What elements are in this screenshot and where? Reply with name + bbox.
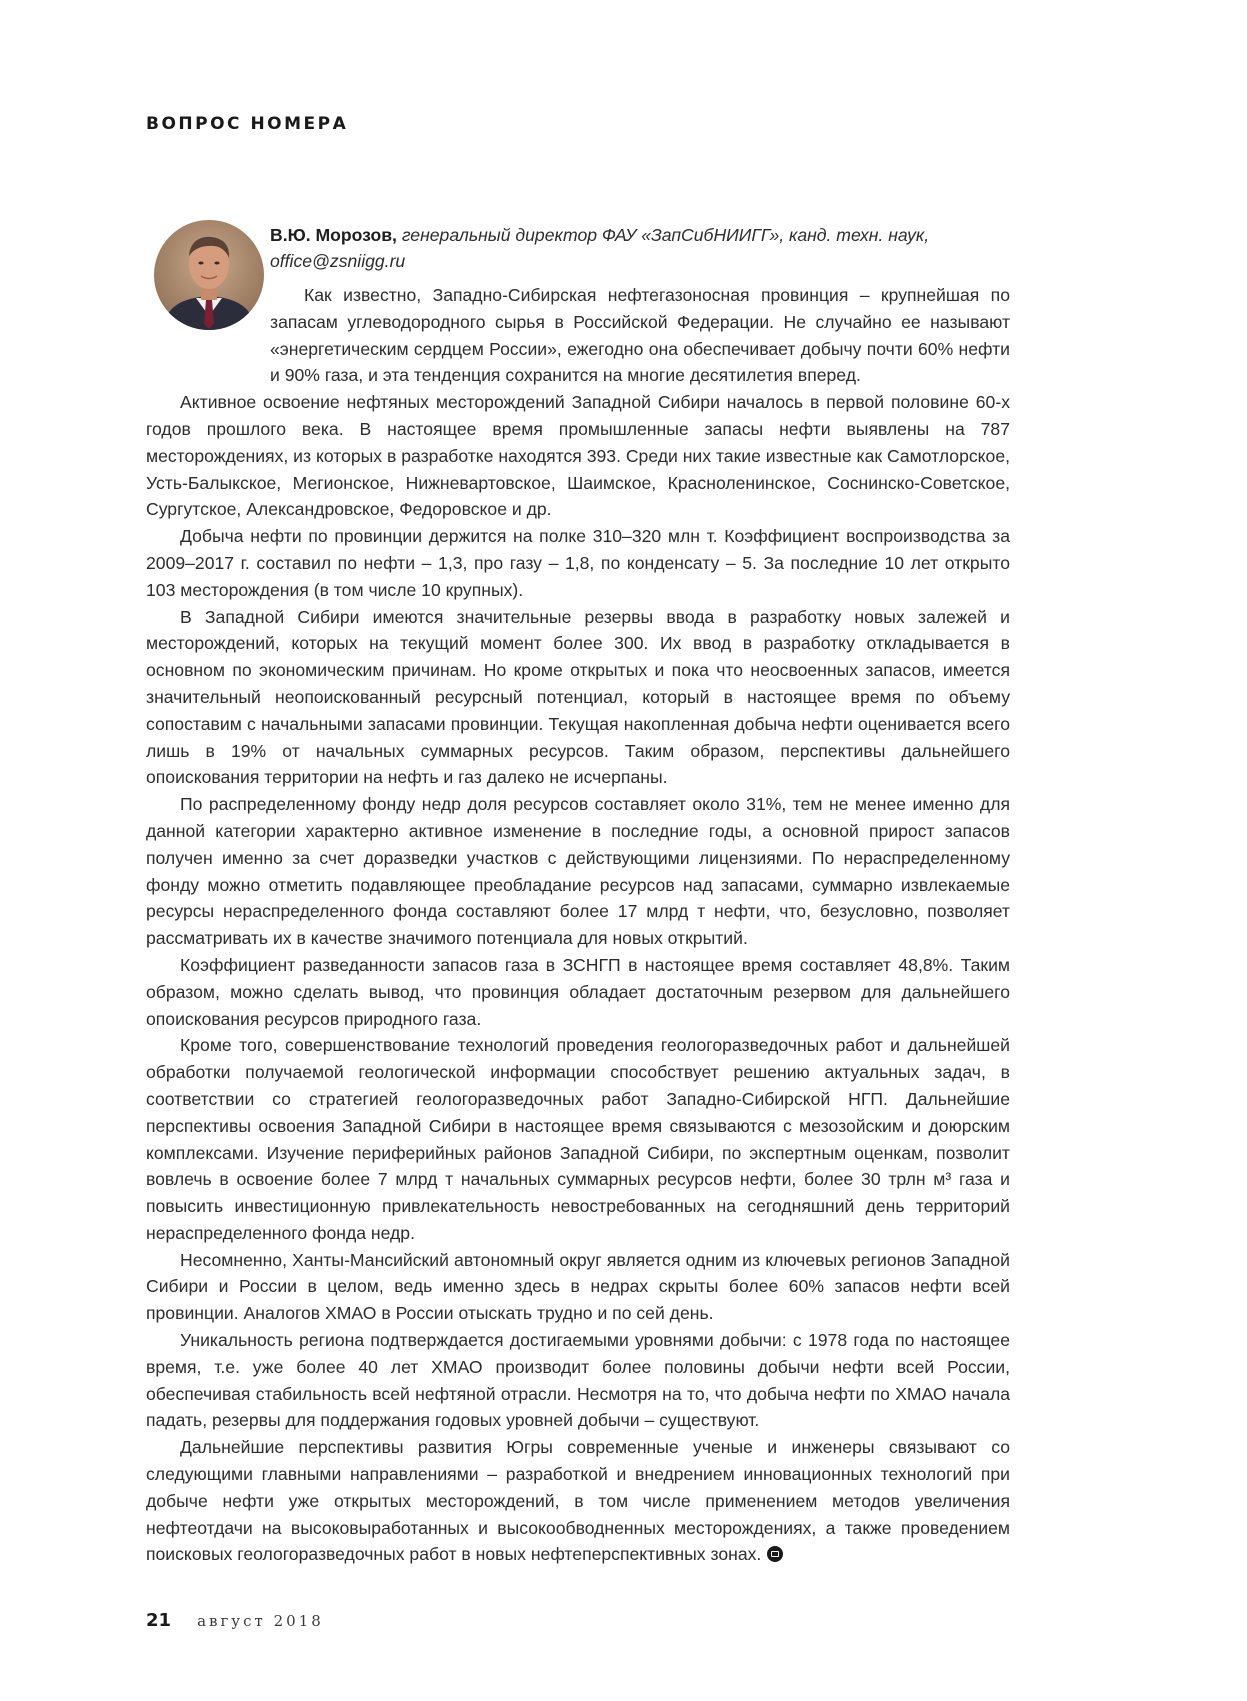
- paragraph: В Западной Сибири имеются значительные резервы ввода в разработку новых залежей и месторождений, которых на текущий момент более 300. Их ввод в разработку откладывается в основном по экономическим причинам. Но кроме открытых и пока что неосвоенных запасов, имеется значительный неопоискованный ресурсный потенциал, который в настоящее время по объему сопоставим с начальными запасами провинции. Текущая накопленная добыча нефти оценивается всего лишь в 19% от начальных суммарных ресурсов. Таким образом, перспективы дальнейшего опоискования территории на нефть и газ далеко не исчерпаны.: [146, 606, 1010, 788]
- paragraph-last: [146, 1434, 1010, 1568]
- page-number: 21: [146, 1610, 172, 1631]
- issue-date: август 2018: [197, 1612, 324, 1630]
- paragraph-text: Дальнейшие перспективы развития Югры современные ученые и инженеры связывают со следующими главными направлениями – разработкой и внедрением инновационных технологий при добыче нефти уже открытых месторождений, в том числе применением методов увеличения нефтеотдачи на высоковыработанных и высокообводненных месторождениях, а также проведением поисковых геологоразведочных работ в новых нефтеперспективных зонах.: [146, 1437, 1010, 1565]
- paragraph: По распределенному фонду недр доля ресурсов составляет около 31%, тем не менее именно для данной категории характерно активное изменение в последние годы, а основной прирост запасов получен именно за счет доразведки участков с действующими лицензиями. По нераспределенному фонду можно отметить подавляющее преобладание ресурсов над запасами, суммарно извлекаемые ресурсы нераспределенного фонда составляют более 17 млрд т нефти, что, безусловно, позволяет рассматривать их в качестве значимого потенциала для новых открытий.: [146, 794, 1010, 949]
- end-of-article-icon: [767, 1546, 783, 1562]
- paragraph: Несомненно, Ханты-Мансийский автономный округ является одним из ключевых регионов Западной Сибири и России в целом, ведь именно здесь в недрах скрыты более 60% запасов нефти всей провинции. Аналогов ХМАО в России отыскать трудно и по сей день.: [146, 1249, 1010, 1324]
- page-footer: [146, 1610, 324, 1631]
- paragraph: Как известно, Западно-Сибирская нефтегазоносная провинция – крупнейшая по запасам углеводородного сырья в Российской Федерации. Не случайно ее называют «энергетическим сердцем России», ежегодно она обеспечивает добычу почти 60% нефти и 90% газа, и эта тенденция сохранится на многие десятилетия вперед.: [270, 285, 1010, 386]
- section-label: ВОПРОС НОМЕРА: [146, 114, 349, 134]
- paragraph: Активное освоение нефтяных месторождений Западной Сибири началось в первой половине 60-х годов прошлого века. В настоящее время промышленные запасы нефти выявлены на 787 месторождениях, из которых в разработке находятся 393. Среди них такие известные как Самотлорское, Усть-Балыкское, Мегионское, Нижневартовское, Шаимское, Красноленинское, Соснинско-Советское, Сургутское, Александровское, Федоровское и др.: [146, 392, 1010, 520]
- author-byline: [146, 222, 1010, 274]
- paragraph: Уникальность региона подтверждается достигаемыми уровнями добычи: с 1978 года по настоящее время, т.е. уже более 40 лет ХМАО производит более половины добычи нефти всей России, обеспечивая стабильность всей нефтяной отрасли. Несмотря на то, что добыча нефти по ХМАО начала падать, резервы для поддержания годовых уровней добычи – существуют.: [146, 1330, 1010, 1431]
- article-body: [146, 222, 1010, 1568]
- paragraph: Кроме того, совершенствование технологий проведения геологоразведочных работ и дальнейшей обработки получаемой геологической информации способствует решению актуальных задач, в соответствии со стратегией геологоразведочных работ Западно-Сибирской НГП. Дальнейшие перспективы освоения Западной Сибири в настоящее время связываются с мезозойским и доюрским комплексами. Изучение периферийных районов Западной Сибири, по экспертным оценкам, позволит вовлечь в освоение более 7 млрд т начальных суммарных ресурсов нефти, более 30 трлн м³ газа и повысить инвестиционную привлекательность невостребованных на сегодняшний день территорий нераспределенного фонда недр.: [146, 1035, 1010, 1243]
- author-role: генеральный директор ФАУ «ЗапСибНИИГГ», канд. техн. наук, office@zsniigg.ru: [270, 225, 930, 271]
- paragraph: Коэффициент разведанности запасов газа в ЗСНГП в настоящее время составляет 48,8%. Таким образом, можно сделать вывод, что провинция обладает достаточным резервом для дальнейшего опоискования ресурсов природного газа.: [146, 954, 1010, 1029]
- paragraph: Добыча нефти по провинции держится на полке 310–320 млн т. Коэффициент воспроизводства за 2009–2017 г. составил по нефти – 1,3, про газу – 1,8, по конденсату – 5. За последние 10 лет открыто 103 месторождения (в том числе 10 крупных).: [146, 526, 1010, 600]
- author-name: В.Ю. Морозов,: [270, 225, 397, 245]
